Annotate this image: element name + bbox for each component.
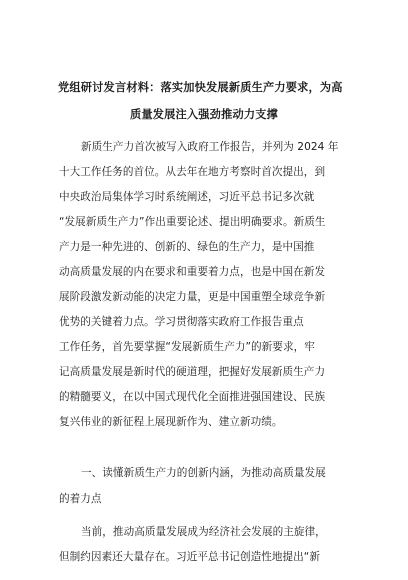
body-line: 记高质量发展是新时代的硬道理，把握好发展新质生产力 bbox=[59, 366, 326, 378]
body-line: 优势的关键着力点。学习贯彻落实政府工作报告重点 bbox=[59, 316, 304, 328]
body-line: 工作任务，首先要掌握“发展新质生产力”的新要求，牢 bbox=[59, 341, 315, 353]
body-line: 动高质量发展的内在要求和重要着力点，也是中国在新发 bbox=[59, 266, 326, 278]
body-line: 展阶段激发新动能的决定力量，更是中国重塑全球竞争新 bbox=[59, 291, 326, 303]
body-line: 复兴伟业的新征程上展现新作为、建立新功绩。 bbox=[59, 416, 283, 428]
section-heading-line-2: 的着力点 bbox=[59, 493, 102, 505]
body-line: 的精髓要义，在以中国式现代化全面推进强国建设、民族 bbox=[59, 391, 326, 403]
document-title-line-1: 党组研讨发言材料：落实加快发展新质生产力要求，为高 bbox=[58, 81, 343, 94]
body-line: 中央政治局集体学习时系统阐述，习近平总书记多次就 bbox=[59, 191, 315, 203]
body-line: 但制约因素还大量存在。习近平总书记创造性地提出“新 bbox=[59, 551, 320, 563]
document-title-line-2: 质量发展注入强劲推动力支撑 bbox=[129, 108, 279, 121]
body-line: 新质生产力首次被写入政府工作报告，并列为 2024 年 bbox=[81, 141, 339, 153]
section-heading-line-1: 一、读懂新质生产力的创新内涵，为推动高质量发展 bbox=[81, 467, 326, 479]
body-line: “发展新质生产力”作出重要论述、提出明确要求。新质生 bbox=[59, 216, 326, 228]
body-line: 当前，推动高质量发展成为经济社会发展的主旋律， bbox=[81, 526, 326, 538]
body-line: 产力是一种先进的、创新的、绿色的生产力，是中国推 bbox=[59, 241, 315, 253]
body-line: 十大工作任务的首位。从去年在地方考察时首次提出，到 bbox=[59, 166, 326, 178]
